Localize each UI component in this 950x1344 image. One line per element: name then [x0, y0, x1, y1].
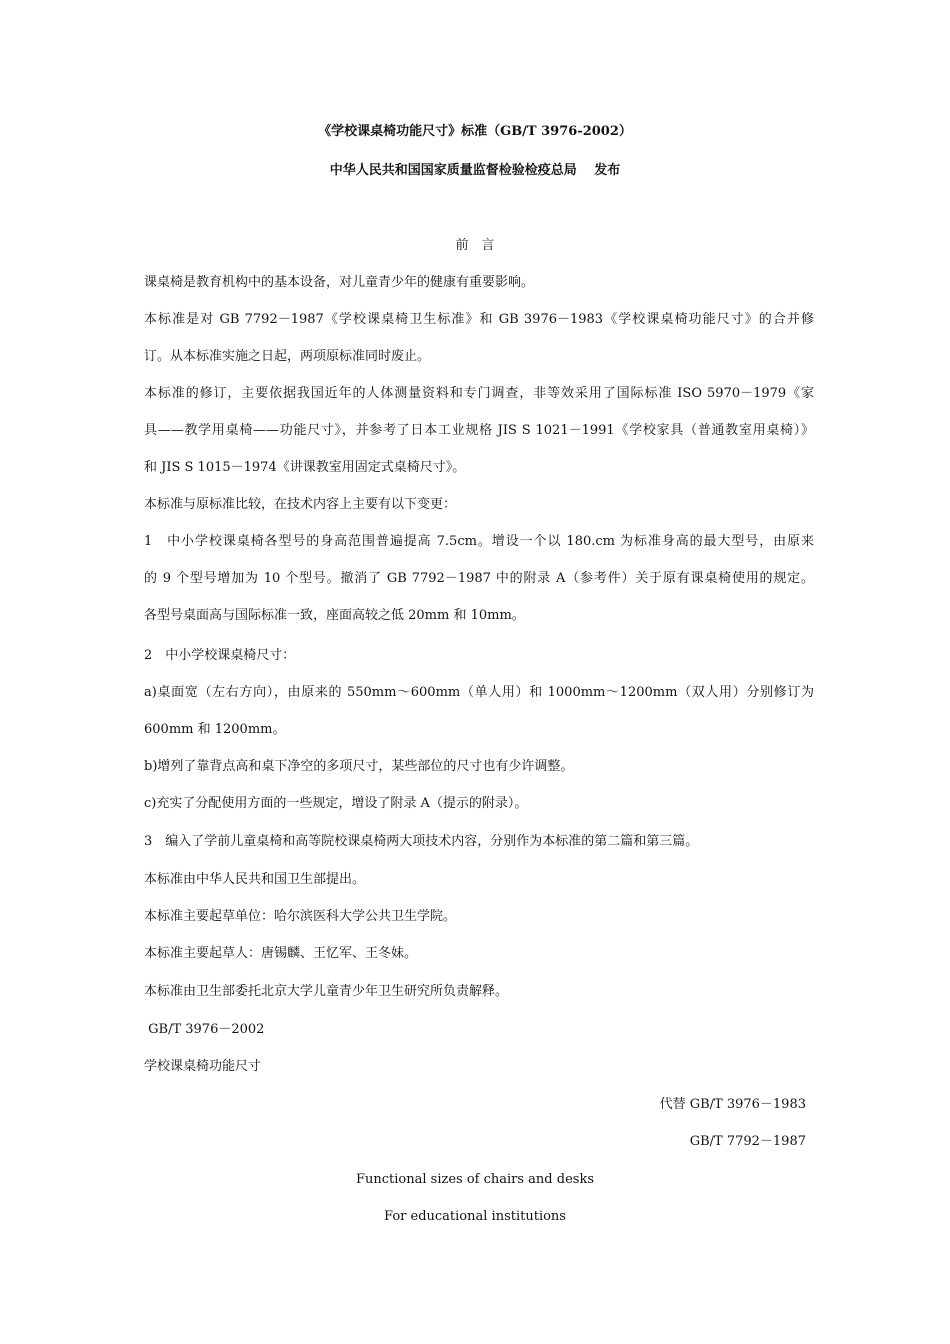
document-title: 《学校课桌椅功能尺寸》标准（GB/T 3976-2002）	[318, 124, 632, 139]
paragraph-line: 3 编入了学前儿童桌椅和高等院校课桌椅两大项技术内容，分别作为本标准的第二篇和第三篇。	[144, 834, 699, 849]
paragraph-line: 本标准由中华人民共和国卫生部提出。	[144, 872, 366, 887]
publisher-line: 中华人民共和国国家质量监督检验检疫总局 发布	[329, 163, 621, 178]
paragraph-line: 600mm 和 1200mm。	[144, 722, 286, 737]
paragraph-line: 本标准与原标准比较，在技术内容上主要有以下变更：	[144, 497, 457, 512]
paragraph-line: 各型号桌面高与国际标准一致，座面高较之低 20mm 和 10mm。	[144, 608, 525, 623]
paragraph-line: b)增列了靠背点高和桌下净空的多项尺寸，某些部位的尺寸也有少许调整。	[144, 759, 574, 774]
paragraph-line: 课桌椅是教育机构中的基本设备，对儿童青少年的健康有重要影响。	[144, 275, 535, 290]
paragraph-line: 本标准的修订，主要依据我国近年的人体测量资料和专门调查，非等效采用了国际标准 ISO 5970－1979《家	[144, 386, 814, 401]
replaces-line: 代替 GB/T 3976－1983	[659, 1097, 806, 1112]
paragraph-line: 2 中小学校课桌椅尺寸：	[144, 648, 296, 663]
standard-name: 学校课桌椅功能尺寸	[144, 1059, 262, 1074]
standard-code: GB/T 3976－2002	[144, 1022, 265, 1037]
paragraph-line: 本标准主要起草人：唐锡麟、王忆军、王冬妹。	[144, 946, 418, 961]
paragraph-line: a)桌面宽（左右方向），由原来的 550mm～600mm（单人用）和 1000mm～1200mm（双人用）分别修订为	[144, 685, 814, 700]
paragraph-line: 和 JIS S 1015－1974《讲课教室用固定式桌椅尺寸》。	[144, 460, 466, 475]
paragraph-line: c)充实了分配使用方面的一些规定，增设了附录 A（提示的附录）。	[144, 796, 528, 811]
paragraph-line: 订。从本标准实施之日起，两项原标准同时废止。	[144, 349, 431, 364]
english-title-line: For educational institutions	[384, 1209, 566, 1224]
english-title-line: Functional sizes of chairs and desks	[355, 1172, 594, 1187]
paragraph-line: 具——教学用桌椅——功能尺寸》，并参考了日本工业规格 JIS S 1021－1991《学校家具（普通教室用桌椅）》	[144, 423, 814, 438]
paragraph-line: 的 9 个型号增加为 10 个型号。撤消了 GB 7792－1987 中的附录 A（参考件）关于原有课桌椅使用的规定。	[144, 571, 814, 586]
paragraph-line: 本标准是对 GB 7792－1987《学校课桌椅卫生标准》和 GB 3976－1983《学校课桌椅功能尺寸》的合并修	[144, 312, 814, 327]
paragraph-line: 1 中小学校课桌椅各型号的身高范围普遍提高 7.5cm。增设一个以 180.cm 为标准身高的最大型号，由原来	[144, 534, 814, 549]
paragraph-line: 本标准主要起草单位：哈尔滨医科大学公共卫生学院。	[144, 909, 457, 924]
replaces-line: GB/T 7792－1987	[689, 1134, 806, 1149]
preface-heading: 前 言	[455, 238, 495, 253]
paragraph-line: 本标准由卫生部委托北京大学儿童青少年卫生研究所负责解释。	[144, 984, 509, 999]
